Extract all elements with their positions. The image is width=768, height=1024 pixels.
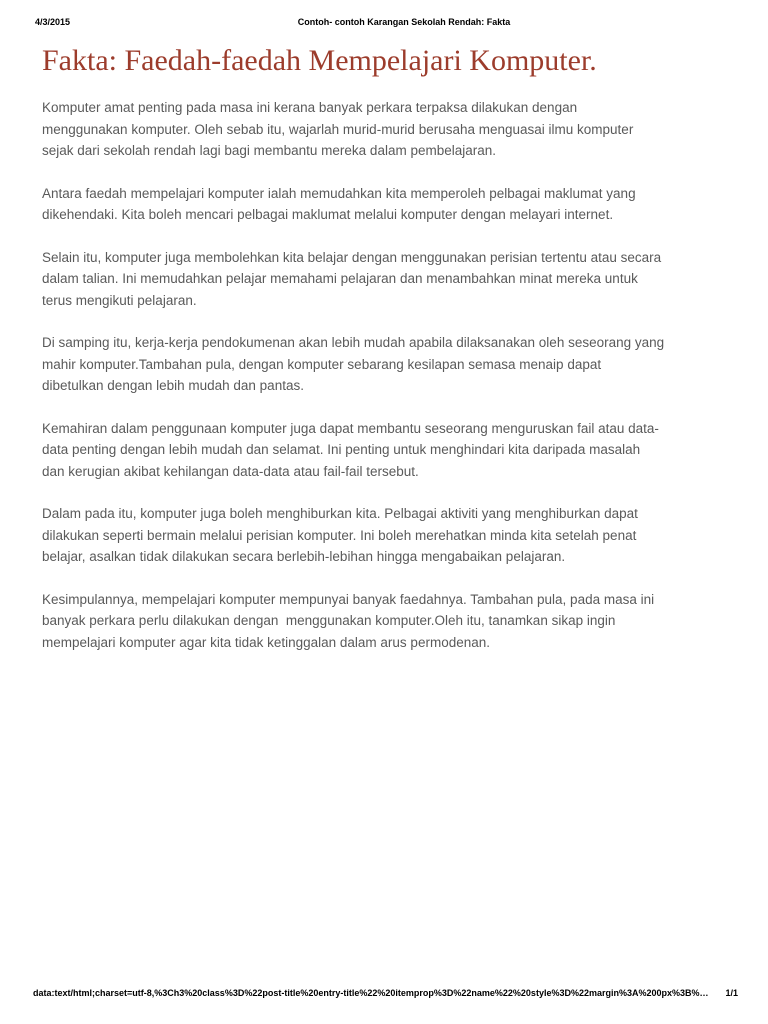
page-number: 1/1 bbox=[725, 988, 738, 998]
essay-paragraph-4: Di samping itu, kerja-kerja pendokumenan akan lebih mudah apabila dilaksanakan oleh seseorang yang mahir komputer.Tambahan pula, dengan komputer sebarang kesilapan semasa menaip dapat dibetulkan dengan lebih mudah dan pantas. bbox=[42, 335, 668, 393]
print-footer-url: data:text/html;charset=utf-8,%3Ch3%20class%3D%22post-title%20entry-title%22%20itemprop%3D%22name%22%20style%3D%22margin%3A%200px%3B%… bbox=[33, 988, 709, 998]
print-date: 4/3/2015 bbox=[35, 17, 71, 27]
document-content bbox=[42, 42, 666, 674]
print-header-title: Contoh- contoh Karangan Sekolah Rendah: Fakta bbox=[297, 17, 511, 27]
essay-paragraph-3: Selain itu, komputer juga membolehkan kita belajar dengan menggunakan perisian tertentu atau secara dalam talian. Ini memudahkan pelajar memahami pelajaran dan menambahkan minat mereka untuk terus mengikuti pelajaran. bbox=[42, 249, 665, 308]
essay-paragraph-1: Komputer amat penting pada masa ini kerana banyak perkara terpaksa dilakukan dengan menggunakan komputer. Oleh sebab itu, wajarlah murid-murid berusaha menguasai ilmu komputer sejak dari sekolah rendah lagi bagi membantu mereka dalam pembelajaran. bbox=[42, 100, 638, 158]
page-title: Fakta: Faedah-faedah Mempelajari Komputer. bbox=[42, 44, 597, 77]
essay-paragraph-5: Kemahiran dalam penggunaan komputer juga dapat membantu seseorang menguruskan fail atau data-data penting dengan lebih mudah dan selamat. Ini penting untuk menghindari kita daripada masalah dan kerugian akibat kehilangan data-data atau fail-fail tersebut. bbox=[42, 420, 659, 479]
essay-body bbox=[42, 97, 666, 653]
essay-paragraph-2: Antara faedah mempelajari komputer ialah memudahkan kita memperoleh pelbagai maklumat yang dikehendaki. Kita boleh mencari pelbagai maklumat melalui komputer dengan melayari internet. bbox=[42, 185, 640, 222]
essay-paragraph-6: Dalam pada itu, komputer juga boleh menghiburkan kita. Pelbagai aktiviti yang menghiburkan dapat dilakukan seperti bermain melalui perisian komputer. Ini boleh merehatkan minda kita setelah penat belajar, asalkan tidak dilakukan secara berlebih-lebihan hingga mengabaikan pelajaran. bbox=[42, 506, 642, 564]
print-footer bbox=[33, 988, 738, 998]
print-header bbox=[0, 17, 768, 29]
essay-paragraph-7: Kesimpulannya, mempelajari komputer mempunyai banyak faedahnya. Tambahan pula, pada masa ini banyak perkara perlu dilakukan dengan menggunakan komputer.Oleh itu, tanamkan sikap ingin mempelajari komputer agar kita tidak ketinggalan dalam arus permodenan. bbox=[42, 591, 658, 650]
